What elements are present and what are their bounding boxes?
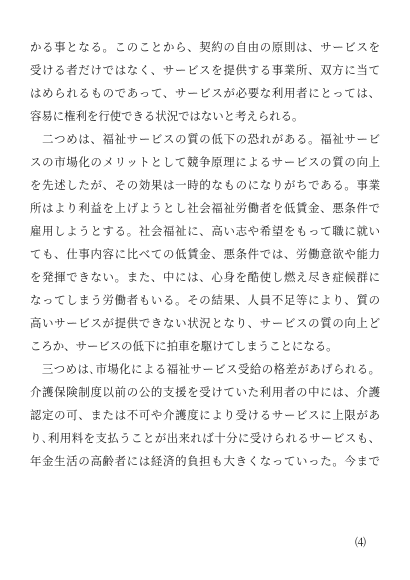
text-line: 年金生活の高齢者には経済的負担も大きくなっていった。今まで bbox=[30, 454, 380, 468]
text-line: 三つめは､市場化による福祉サービス受給の格差があげられる。 bbox=[30, 362, 380, 376]
text-line: 雇用しようとする。社会福祉に、高い志や希望をもって職に就い bbox=[30, 224, 380, 238]
page-number: ⑷ bbox=[355, 536, 366, 549]
text-line: 二つめは、福祉サービスの質の低下の恐れがある。福祉サービ bbox=[30, 132, 380, 146]
text-line: を発揮できない。また、中には、心身を酷使し燃え尽き症候群に bbox=[30, 270, 380, 284]
text-line: 認定の可、または不可や介護度により受けるサービスに上限があ bbox=[30, 408, 380, 422]
text-line: ても、仕事内容に比べての低賃金、悪条件では、労働意欲や能力 bbox=[30, 247, 380, 261]
body-text bbox=[30, 36, 380, 473]
text-line: り､利用料を支払うことが出来れば十分に受けられるサービスも、 bbox=[30, 431, 380, 445]
text-line: 介護保険制度以前の公的支援を受けていた利用者の中には、介護 bbox=[30, 385, 380, 399]
text-line: スの市場化のメリットとして競争原理によるサービスの質の向上 bbox=[30, 155, 380, 169]
text-line: 所はより利益を上げようとし社会福祉労働者を低賃金、悪条件で bbox=[30, 201, 380, 215]
text-line: を先述したが、その効果は一時的なものになりがちである。事業 bbox=[30, 178, 380, 192]
text-line: 容易に権利を行使できる状況ではないと考えられる。 bbox=[30, 109, 304, 123]
text-line: 受ける者だけではなく、サービスを提供する事業所、双方に当て bbox=[30, 63, 380, 77]
text-line: 高いサービスが提供できない状況となり、サービスの質の向上ど bbox=[30, 316, 380, 330]
text-line: なってしまう労働者もいる。その結果、人員不足等により、質の bbox=[30, 293, 380, 307]
text-line: はめられるものであって、サービスが必要な利用者にとっては、 bbox=[30, 86, 380, 100]
text-line: ころか、サービスの低下に拍車を駆けてしまうことになる。 bbox=[30, 339, 338, 353]
text-line: かる事となる。このことから、契約の自由の原則は、サービスを bbox=[30, 40, 380, 54]
